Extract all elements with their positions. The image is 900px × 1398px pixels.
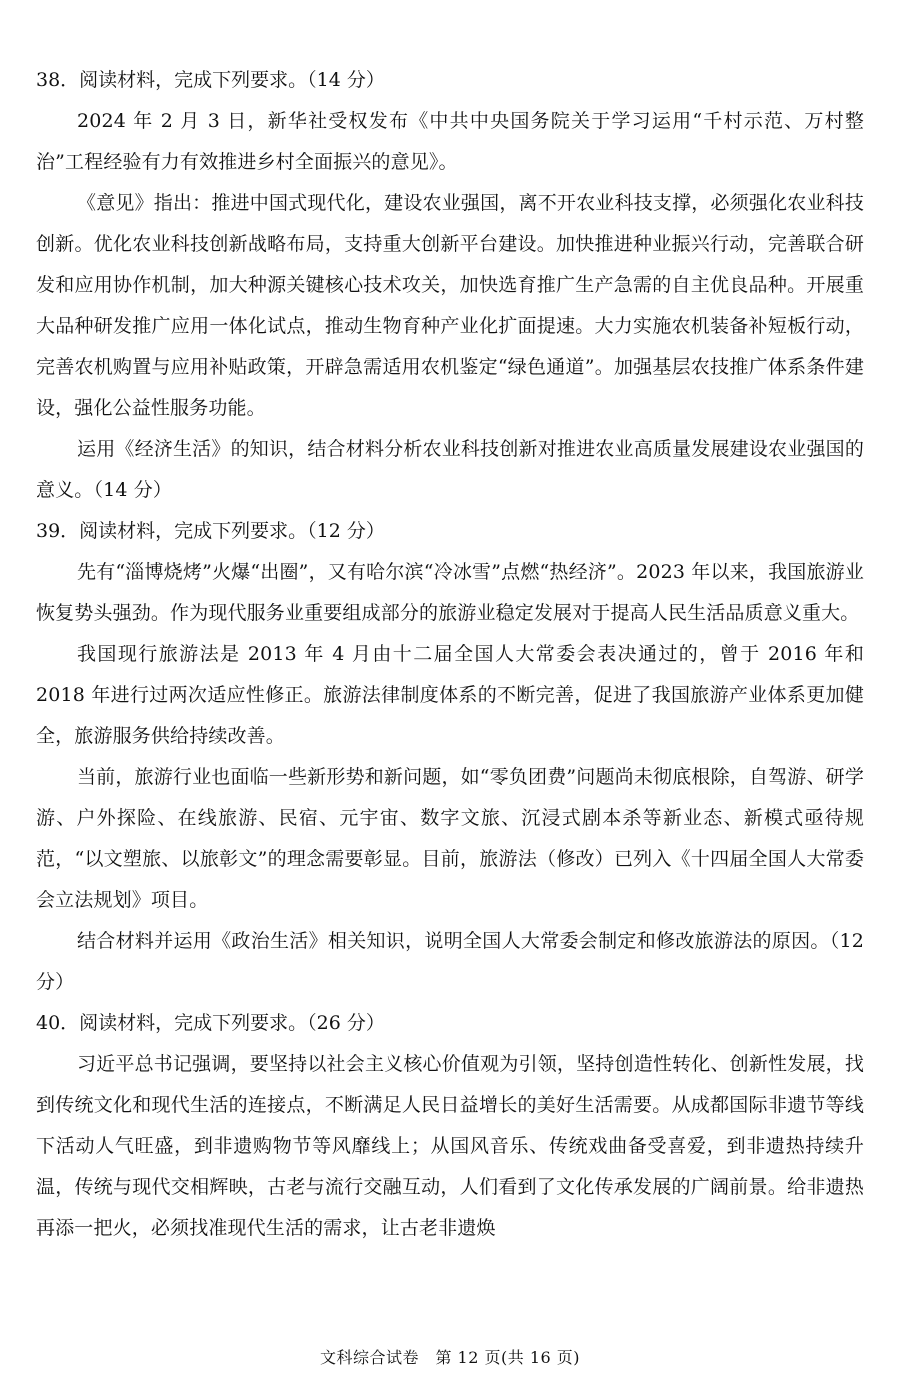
page-footer: 文科综合试卷 第 12 页(共 16 页) (319, 1348, 581, 1367)
material-paragraph: 先有“淄博烧烤”火爆“出圈”，又有哈尔滨“冷冰雪”点燃“热经济”。2023 年以来，我国旅游业恢复势头强劲。作为现代服务业重要组成部分的旅游业稳定发展对于提高人民生活品质意义重大。 (36, 561, 864, 624)
page-content (36, 60, 864, 1249)
question-prompt: 运用《经济生活》的知识，结合材料分析农业科技创新对推进农业高质量发展建设农业强国的意义。（14 分） (36, 438, 864, 501)
question-40 (36, 1003, 864, 1249)
question-prompt: 结合材料并运用《政治生活》相关知识，说明全国人大常委会制定和修改旅游法的原因。（12 分） (36, 930, 864, 993)
question-38 (36, 60, 864, 511)
material-paragraph: 2024 年 2 月 3 日，新华社受权发布《中共中央国务院关于学习运用“千村示范、万村整治”工程经验有力有效推进乡村全面振兴的意见》。 (36, 110, 864, 173)
question-39 (36, 511, 864, 1003)
material-paragraph: 当前，旅游行业也面临一些新形势和新问题，如“零负团费”问题尚未彻底根除，自驾游、研学游、户外探险、在线旅游、民宿、元宇宙、数字文旅、沉浸式剧本杀等新业态、新模式亟待规范，“以文塑旅、以旅彰文”的理念需要彰显。目前，旅游法（修改）已列入《十四届全国人大常委会立法规划》项目。 (36, 766, 864, 911)
material-paragraph: 《意见》指出：推进中国式现代化，建设农业强国，离不开农业科技支撑，必须强化农业科技创新。优化农业科技创新战略布局，支持重大创新平台建设。加快推进种业振兴行动，完善联合研发和应用协作机制，加大种源关键核心技术攻关，加快选育推广生产急需的自主优良品种。开展重大品种研发推广应用一体化试点，推动生物育种产业化扩面提速。大力实施农机装备补短板行动，完善农机购置与应用补贴政策，开辟急需适用农机鉴定“绿色通道”。加强基层农技推广体系条件建设，强化公益性服务功能。 (36, 192, 864, 419)
question-title: 40．阅读材料，完成下列要求。（26 分） (36, 1012, 385, 1034)
question-title: 38．阅读材料，完成下列要求。（14 分） (36, 69, 385, 91)
material-paragraph: 习近平总书记强调，要坚持以社会主义核心价值观为引领，坚持创造性转化、创新性发展，找到传统文化和现代生活的连接点，不断满足人民日益增长的美好生活需要。从成都国际非遗节等线下活动人气旺盛，到非遗购物节等风靡线上；从国风音乐、传统戏曲备受喜爱，到非遗热持续升温，传统与现代交相辉映，古老与流行交融互动，人们看到了文化传承发展的广阔前景。给非遗热再添一把火，必须找准现代生活的需求，让古老非遗焕 (36, 1053, 864, 1239)
material-paragraph: 我国现行旅游法是 2013 年 4 月由十二届全国人大常委会表决通过的，曾于 2016 年和 2018 年进行过两次适应性修正。旅游法律制度体系的不断完善，促进了我国旅游产业体系更加健全，旅游服务供给持续改善。 (36, 643, 864, 747)
question-title: 39．阅读材料，完成下列要求。（12 分） (36, 520, 385, 542)
